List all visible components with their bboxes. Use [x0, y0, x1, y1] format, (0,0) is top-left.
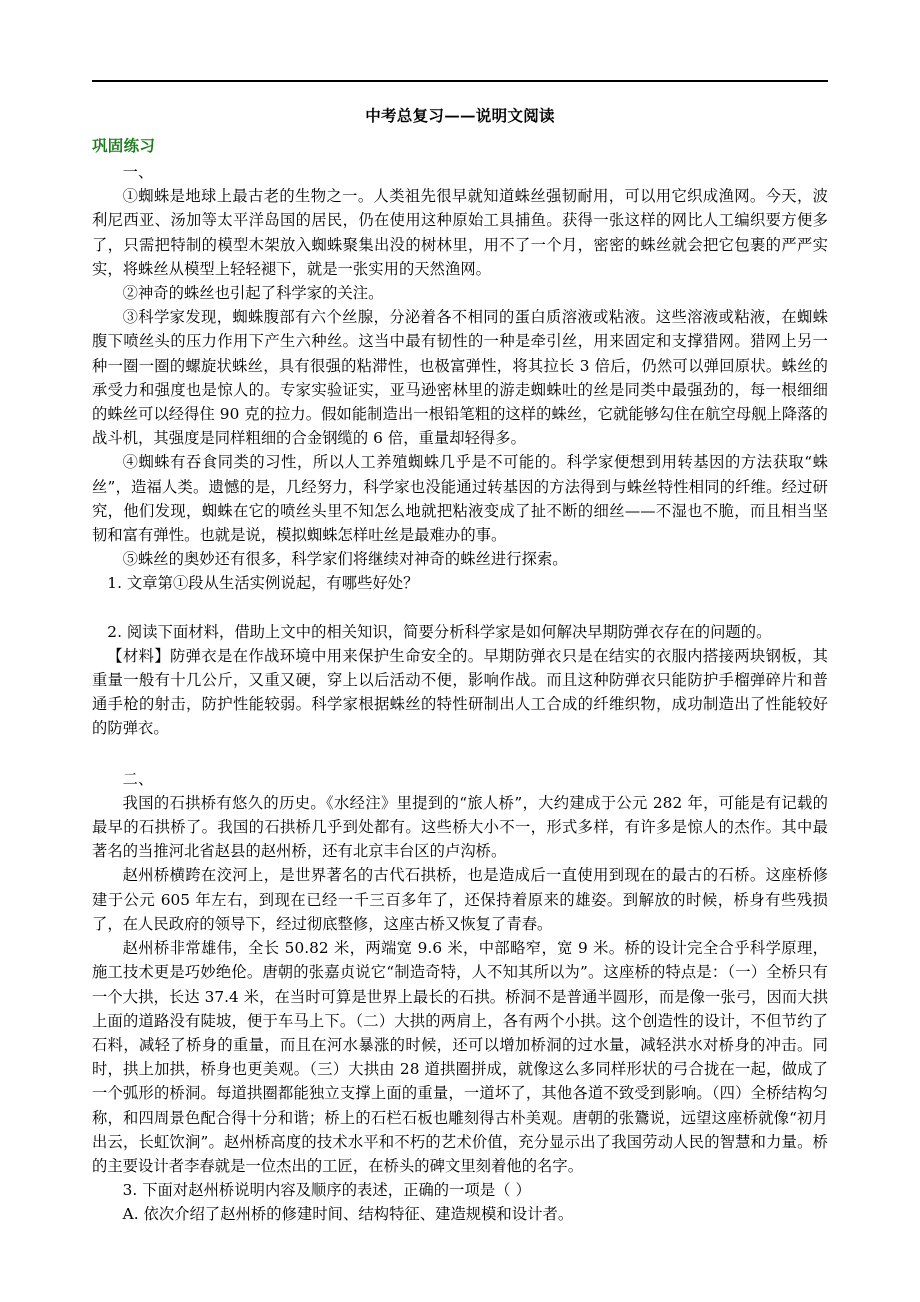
exercise-two-paragraph-2: 赵州桥横跨在洨河上，是世界著名的古代石拱桥，也是造成后一直使用到现在的最古的石桥。这座桥修建于公元 605 年左右，到现在已经一千三百多年了，还保持着原来的雄姿。到解放的时候，桥身有些残损了，在人民政府的领导下，经过彻底整修，这座古桥又恢复了青春。	[92, 866, 828, 933]
exercise-one-paragraph-1: ①蜘蛛是地球上最古老的生物之一。人类祖先很早就知道蛛丝强韧耐用，可以用它织成渔网。今天，波利尼西亚、汤加等太平洋岛国的居民，仍在使用这种原始工具捕鱼。获得一张这样的网比人工编织要方便多了，只需把特制的模型木架放入蜘蛛聚集出没的树林里，用不了一个月，密密的蛛丝就会把它包裹的严严实实，将蛛丝从模型上轻轻褪下，就是一张实用的天然渔网。	[92, 187, 828, 278]
exercise-one-paragraph-4: ④蜘蛛有吞食同类的习性，所以人工养殖蜘蛛几乎是不可能的。科学家便想到用转基因的方法获取“蛛丝”，造福人类。遗憾的是，几经努力，科学家也没能通过转基因的方法得到与蛛丝特性相同的纤维。经过研究，他们发现，蜘蛛在它的喷丝头里不知怎么地就把粘液变成了扯不断的细丝——不湿也不脆，而且相当坚韧和富有弹性。也就是说，模拟蜘蛛怎样吐丝是最难办的事。	[92, 453, 828, 545]
exercise-two-paragraph-3: 赵州桥非常雄伟，全长 50.82 米，两端宽 9.6 米，中部略窄，宽 9 米。桥的设计完全合乎科学原理，施工技术更是巧妙绝伦。唐朝的张嘉贞说它“制造奇特，人不知其所以为”。这座桥的特点是：（一）全桥只有一个大拱，长达 37.4 米，在当时可算是世界上最长的石拱。桥洞不是普通半圆形，而是像一张弓，因而大拱上面的道路没有陡坡，便于车马上下。（二）大拱的两肩上，各有两个小拱。这个创造性的设计，不但节约了石料，减轻了桥身的重量，而且在河水暴涨的时候，还可以增加桥洞的过水量，减轻洪水对桥身的冲击。同时，拱上加拱，桥身也更美观。（三）大拱由 28 道拱圈拼成，就像这么多同样形状的弓合拢在一起，做成了一个弧形的桥洞。每道拱圈都能独立支撑上面的重量，一道坏了，其他各道不致受到影响。（四）全桥结构匀称，和四周景色配合得十分和谐；桥上的石栏石板也雕刻得古朴美观。唐朝的张鷟说，远望这座桥就像“初月出云，长虹饮涧”。赵州桥高度的技术水平和不朽的艺术价值，充分显示出了我国劳动人民的智慧和力量。桥的主要设计者李春就是一位杰出的工匠，在桥头的碑文里刻着他的名字。	[92, 939, 828, 1175]
exercise-one-paragraph-2: ②神奇的蛛丝也引起了科学家的关注。	[122, 284, 384, 303]
material-text: 【材料】防弹衣是在作战环境中用来保护生命安全的。早期防弹衣只是在结实的衣服内搭接两块钢板，其重量一般有十几公斤，又重又硬，穿上以后活动不便，影响作战。而且这种防弹衣只能防护手榴弹碎片和普通手枪的射击，防护性能较弱。科学家根据蛛丝的特性研制出人工合成的纤维织物，成功制造出了性能较好的防弹衣。	[92, 646, 828, 738]
exercise-one-number: 一、	[122, 163, 154, 181]
question-1: 1. 文章第①段从生活实例说起，有哪些好处？	[107, 574, 419, 593]
answer-space-question-1	[92, 596, 828, 620]
exercise-two-number: 二、	[122, 769, 154, 788]
question-3-option-a: A. 依次介绍了赵州桥的修建时间、结构特征、建造规模和设计者。	[122, 1205, 574, 1224]
question-3: 3. 下面对赵州桥说明内容及顺序的表述，正确的一项是（ ）	[122, 1181, 531, 1200]
section-heading-practice: 巩固练习	[92, 136, 156, 155]
exercise-one-paragraph-5: ⑤蛛丝的奥妙还有很多，科学家们将继续对神奇的蛛丝进行探索。	[122, 550, 568, 569]
exercise-two-paragraph-1: 我国的石拱桥有悠久的历史。《水经注》里提到的“旅人桥”，大约建成于公元 282 年，可能是有记载的最早的石拱桥了。我国的石拱桥几乎到处都有。这些桥大小不一，形式多样，有许多是惊人的杰作。其中最著名的当推河北省赵县的赵州桥，还有北京丰台区的卢沟桥。	[92, 793, 828, 861]
question-2: 2. 阅读下面材料，借助上文中的相关知识，简要分析科学家是如何解决早期防弹衣存在的问题的。	[107, 622, 772, 641]
page-title: 中考总复习——说明文阅读	[365, 106, 555, 125]
exercise-one-paragraph-3: ③科学家发现，蜘蛛腹部有六个丝腺，分泌着各不相同的蛋白质溶液或粘液。这些溶液或粘液，在蜘蛛腹下喷丝头的压力作用下产生六种丝。这当中最有韧性的一种是牵引丝，用来固定和支撑猎网。猎网上另一种一圈一圈的螺旋状蛛丝，具有很强的粘滞性，也极富弹性，将其拉长 3 倍后，仍然可以弹回原状。蛛丝的承受力和强度也是惊人的。专家实验证实，亚马逊密林里的游走蜘蛛吐的丝是同类中最强劲的，每一根细细的蛛丝可以经得住 90 克的拉力。假如能制造出一根铅笔粗的这样的蛛丝，它就能够勾住在航空母舰上降落的战斗机，其强度是同样粗细的合金钢缆的 6 倍，重量却轻得多。	[92, 308, 828, 448]
header-divider-rule	[92, 80, 828, 82]
section-gap	[92, 741, 828, 767]
document-content	[92, 104, 828, 1227]
